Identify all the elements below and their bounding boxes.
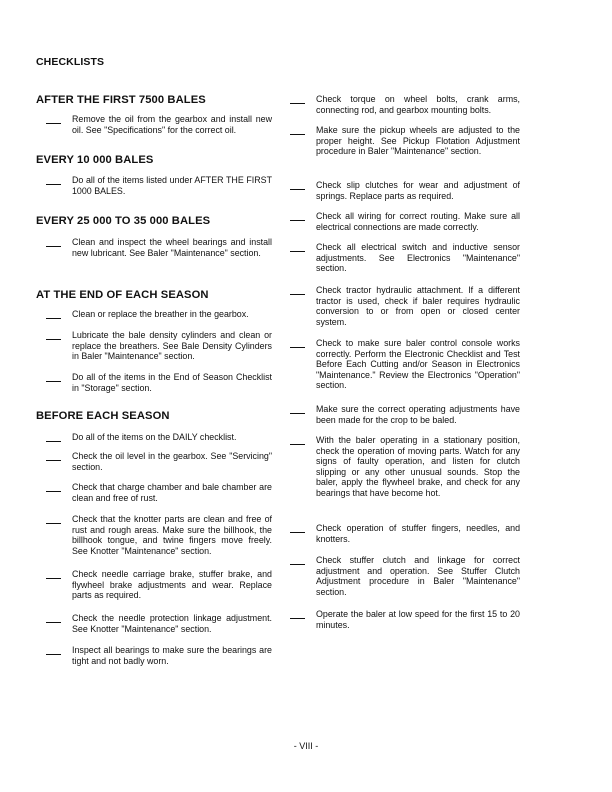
- checkbox-blank[interactable]: [46, 381, 61, 382]
- checkbox-blank[interactable]: [290, 444, 305, 445]
- checkbox-blank[interactable]: [46, 622, 61, 623]
- checklist-item-text: Check to make sure baler control console works correctly. Perform the Electronic Checklist and Test Before Each Cutting and/or Season in Electronics "Maintenance." Review the Electronics "Operation" section.: [316, 338, 520, 391]
- checklist-item-text: Make sure the pickup wheels are adjusted to the proper height. See Pickup Flotation Adjustment procedure in Baler "Maintenance" section.: [316, 125, 520, 157]
- checklist-item-text: Check the oil level in the gearbox. See "Servicing" section.: [72, 451, 272, 472]
- checklist-item-text: With the baler operating in a stationary position, check the operation of moving parts. Watch for any signs of faulty operation, and listen for clutch slipping or any other unusual sounds. Stop the baler, apply the flywheel brake, and check for any bearings that have become hot.: [316, 435, 520, 498]
- checkbox-blank[interactable]: [290, 103, 305, 104]
- checklist-item-text: Do all of the items in the End of Season Checklist in "Storage" section.: [72, 372, 272, 393]
- checkbox-blank[interactable]: [290, 220, 305, 221]
- checkbox-blank[interactable]: [290, 134, 305, 135]
- checkbox-blank[interactable]: [46, 578, 61, 579]
- checkbox-blank[interactable]: [290, 189, 305, 190]
- checkbox-blank[interactable]: [46, 654, 61, 655]
- page-number: - VIII -: [293, 741, 319, 751]
- section-heading: AFTER THE FIRST 7500 BALES: [36, 94, 206, 106]
- checkbox-blank[interactable]: [290, 347, 305, 348]
- checkbox-blank[interactable]: [46, 123, 61, 124]
- checkbox-blank[interactable]: [46, 184, 61, 185]
- checklist-item-text: Check all wiring for correct routing. Make sure all electrical connections are made correctly.: [316, 211, 520, 232]
- section-heading: BEFORE EACH SEASON: [36, 410, 170, 422]
- checkbox-blank[interactable]: [46, 460, 61, 461]
- checklist-item-text: Clean or replace the breather in the gearbox.: [72, 309, 249, 319]
- checkbox-blank[interactable]: [290, 532, 305, 533]
- checkbox-blank[interactable]: [46, 246, 61, 247]
- checkbox-blank[interactable]: [46, 441, 61, 442]
- checklist-item-text: Check the needle protection linkage adjustment. See Knotter "Maintenance" section.: [72, 613, 272, 634]
- section-heading: AT THE END OF EACH SEASON: [36, 289, 209, 301]
- checkbox-blank[interactable]: [290, 413, 305, 414]
- checklist-item-text: Lubricate the bale density cylinders and clean or replace the breathers. See Bale Density Cylinders in Baler "Maintenance" section.: [72, 330, 272, 362]
- checkbox-blank[interactable]: [46, 339, 61, 340]
- checkbox-blank[interactable]: [46, 318, 61, 319]
- checklist-item-text: Check operation of stuffer fingers, needles, and knotters.: [316, 523, 520, 544]
- checkbox-blank[interactable]: [290, 251, 305, 252]
- checkbox-blank[interactable]: [290, 618, 305, 619]
- checklist-item-text: Check needle carriage brake, stuffer brake, and flywheel brake adjustments and wear. Replace parts as required.: [72, 569, 272, 601]
- page-title: CHECKLISTS: [36, 56, 105, 68]
- checklist-item-text: Make sure the correct operating adjustments have been made for the crop to be baled.: [316, 404, 520, 425]
- checklist-item-text: Check torque on wheel bolts, crank arms, connecting rod, and gearbox mounting bolts.: [316, 94, 520, 115]
- checklist-item-text: Check slip clutches for wear and adjustment of springs. Replace parts as required.: [316, 180, 520, 201]
- checkbox-blank[interactable]: [290, 294, 305, 295]
- checkbox-blank[interactable]: [46, 523, 61, 524]
- checkbox-blank[interactable]: [46, 491, 61, 492]
- section-heading: EVERY 25 000 TO 35 000 BALES: [36, 215, 211, 227]
- checklist-item-text: Check all electrical switch and inductive sensor adjustments. See Electronics "Maintenance" section.: [316, 242, 520, 274]
- checklist-item-text: Remove the oil from the gearbox and install new oil. See "Specifications" for the correct oil.: [72, 114, 272, 135]
- checkbox-blank[interactable]: [290, 564, 305, 565]
- section-heading: EVERY 10 000 BALES: [36, 154, 154, 166]
- checklist-item-text: Operate the baler at low speed for the first 15 to 20 minutes.: [316, 609, 520, 630]
- checklist-item-text: Check that charge chamber and bale chamber are clean and free of rust.: [72, 482, 272, 503]
- checklist-item-text: Check stuffer clutch and linkage for correct adjustment and operation. See Stuffer Clutch Adjustment procedure in Baler "Maintenance" section.: [316, 555, 520, 597]
- checklist-item-text: Check that the knotter parts are clean and free of rust and rough areas. Make sure the billhook, the billhook tongue, and twine fingers move freely. See Knotter "Maintenance" section.: [72, 514, 272, 556]
- checklist-item-text: Do all of the items listed under AFTER THE FIRST 1000 BALES.: [72, 175, 272, 196]
- checklist-item-text: Inspect all bearings to make sure the bearings are tight and not badly worn.: [72, 645, 272, 666]
- checklist-item-text: Do all of the items on the DAILY checklist.: [72, 432, 237, 442]
- checklist-item-text: Clean and inspect the wheel bearings and install new lubricant. See Baler "Maintenance" section.: [72, 237, 272, 258]
- checklist-item-text: Check tractor hydraulic attachment. If a different tractor is used, check if baler requires hydraulic conversion to or from open or closed center system.: [316, 285, 520, 327]
